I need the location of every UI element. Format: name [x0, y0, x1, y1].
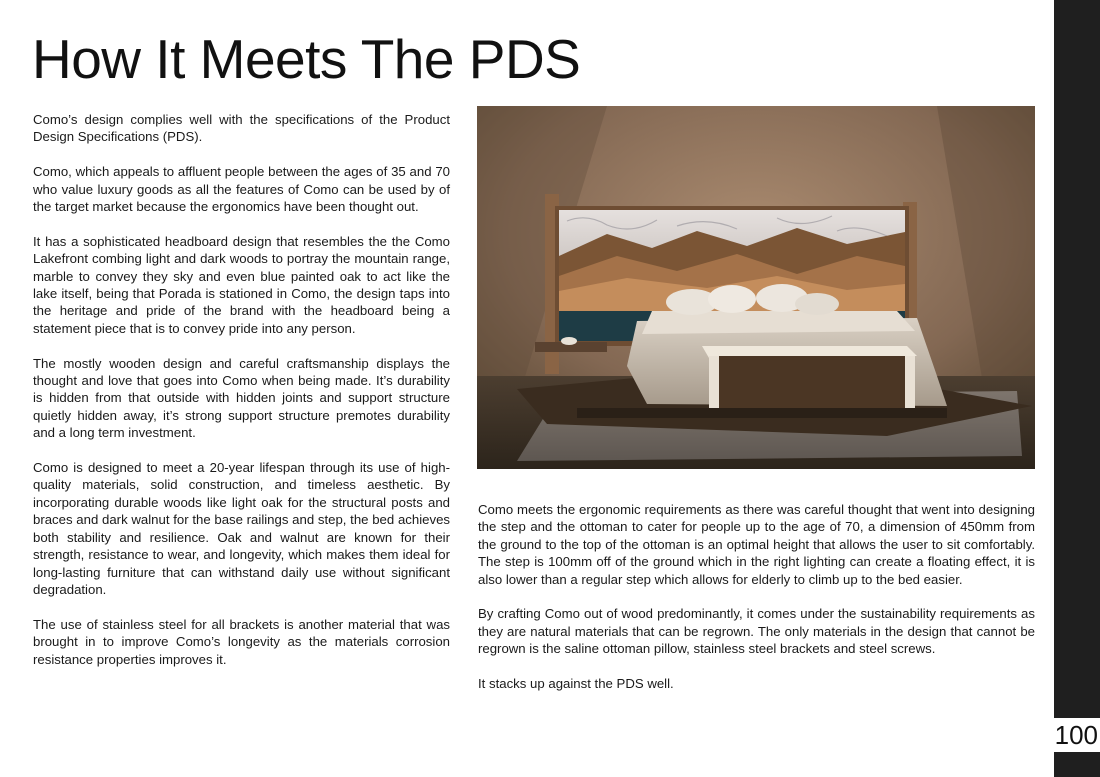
paragraph: Como, which appeals to affluent people between the ages of 35 and 70 who value luxury goods as all the features of Como can be used by of the target market because the ergonomics have been thought out.: [33, 164, 450, 215]
paragraph: It stacks up against the PDS well.: [478, 676, 674, 692]
paragraph: By crafting Como out of wood predominantly, it comes under the sustainability requirements as they are natural materials that can be regrown. The only materials in the design that cannot be regrown is the saline ottoman pillow, stainless steel brackets and steel screws.: [478, 606, 1035, 657]
page-title: How It Meets The PDS: [32, 28, 581, 90]
left-text-column: [33, 111, 450, 685]
paragraph: Como is designed to meet a 20-year lifespan through its use of high-quality materials, solid construction, and timeless aesthetic. By incorporating durable woods like light oak for the structural posts and braces and dark walnut for the base railings and step, the bed achieves both stability and resilience. Oak and walnut are known for their strength, resistance to wear, and longevity, which makes them ideal for long-lasting furniture that can withstand daily use without significant degradation.: [33, 460, 450, 597]
paragraph: Como meets the ergonomic requirements as there was careful thought that went into designing the step and the ottoman to cater for people up to the age of 70, a dimension of 450mm from the ground to the top of the ottoman is an optimal height that allows the user to sit comfortably. The step is 100mm off of the ground which in the right lighting can create a floating effect, it is also lower than a regular step which allows for elderly to climb up to the bed easier.: [478, 502, 1035, 587]
side-band: [1054, 0, 1100, 777]
page-number: 100: [1048, 718, 1100, 752]
paragraph: Como’s design complies well with the specifications of the Product Design Specifications (PDS).: [33, 112, 450, 145]
bed-render-image: [477, 106, 1035, 469]
paragraph: The use of stainless steel for all brackets is another material that was brought in to improve Como’s longevity as the materials corrosion resistance properties improves it.: [33, 616, 450, 667]
paragraph: It has a sophisticated headboard design that resembles the the Como Lakefront combing light and dark woods to portray the mountain range, marble to convey they sky and even blue painted oak to act like the lake itself, being that Porada is stationed in Como, the design taps into the heritage and pride of the brand with the headboard being a statement piece that is to convey pride into any person.: [33, 233, 450, 336]
paragraph: The mostly wooden design and careful craftsmanship displays the thought and love that goes into Como when being made. It’s durability is hidden from that outside with hidden joints and support structure quietly hidden away, it’s strong support structure premotes durability and a long term investment.: [33, 355, 450, 441]
right-text-column: [478, 501, 1035, 710]
